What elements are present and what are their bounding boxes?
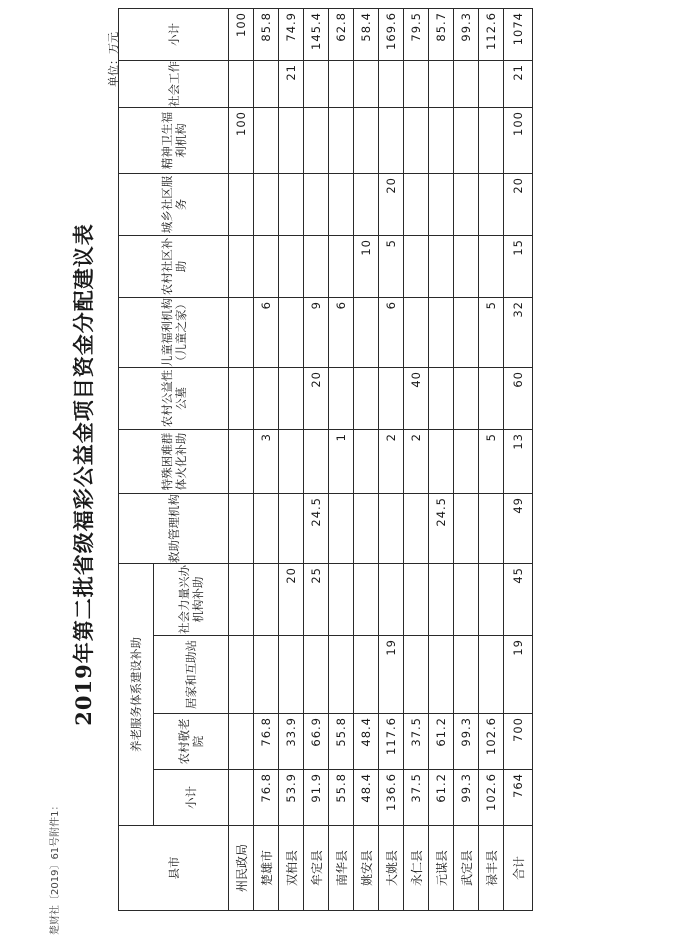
cell-elderly-subtotal: 53.9 [279,770,304,826]
cell-rural-nursing: 37.5 [404,714,429,770]
cell-social-forces: 25 [304,564,329,636]
header-elderly-group: 养老服务体系建设补助 [119,564,154,826]
cell-total: 62.8 [329,9,354,61]
cell-rural-community: 15 [504,236,533,298]
cell-mental-health [429,108,454,174]
cell-home-mutual [254,636,279,714]
cell-rural-nursing: 33.9 [279,714,304,770]
cell-child-welfare: 6 [379,298,404,368]
cell-elderly-subtotal: 37.5 [404,770,429,826]
header-elderly-subtotal: 小计 [154,770,229,826]
cell-urban-rural-service: 20 [504,174,533,236]
cell-rescue-mgmt [379,494,404,564]
cell-rural-cemetery [454,368,479,430]
cell-social-work [454,61,479,108]
cell-home-mutual: 19 [379,636,404,714]
header-mental-health: 精神卫生福利机构 [119,108,229,174]
cell-child-welfare [279,298,304,368]
table-row [454,9,479,911]
cell-social-work [429,61,454,108]
cell-total: 74.9 [279,9,304,61]
header-rural-community: 农村社区补助 [119,236,229,298]
cell-child-welfare: 32 [504,298,533,368]
cell-elderly-subtotal [229,770,254,826]
cell-total: 85.7 [429,9,454,61]
cell-mental-health [354,108,379,174]
cell-rural-cemetery [354,368,379,430]
cell-urban-rural-service [329,174,354,236]
cell-rural-nursing: 700 [504,714,533,770]
cell-county: 永仁县 [404,826,429,911]
cell-rural-community: 10 [354,236,379,298]
cell-rural-nursing [229,714,254,770]
cell-rural-community: 5 [379,236,404,298]
cell-elderly-subtotal: 48.4 [354,770,379,826]
cell-mental-health [379,108,404,174]
cell-rescue-mgmt: 49 [504,494,533,564]
header-total: 小计 [119,9,229,61]
cell-social-work [254,61,279,108]
cell-elderly-subtotal: 102.6 [479,770,504,826]
cell-social-work [329,61,354,108]
cell-rural-cemetery [379,368,404,430]
cell-mental-health: 100 [504,108,533,174]
cell-home-mutual [229,636,254,714]
cell-total: 58.4 [354,9,379,61]
allocation-table [118,8,533,911]
cell-rural-cemetery: 40 [404,368,429,430]
cell-child-welfare [429,298,454,368]
cell-social-forces: 45 [504,564,533,636]
cell-rural-nursing: 48.4 [354,714,379,770]
cell-home-mutual [454,636,479,714]
cell-child-welfare: 5 [479,298,504,368]
table-row [254,9,279,911]
cell-mental-health: 100 [229,108,254,174]
cell-urban-rural-service [254,174,279,236]
cell-social-work [229,61,254,108]
cell-social-forces [404,564,429,636]
cell-total: 112.6 [479,9,504,61]
cell-rural-cemetery [254,368,279,430]
cell-home-mutual [404,636,429,714]
cell-urban-rural-service [354,174,379,236]
header-rural-nursing: 农村敬老院 [154,714,229,770]
cell-urban-rural-service: 20 [379,174,404,236]
cell-total: 79.5 [404,9,429,61]
cell-child-welfare [454,298,479,368]
cell-social-work [404,61,429,108]
cell-rural-nursing: 102.6 [479,714,504,770]
header-county: 县市 [119,826,229,911]
cell-rural-community [329,236,354,298]
cell-total: 99.3 [454,9,479,61]
cell-rescue-mgmt [329,494,354,564]
header-social-work: 社会工作 [119,61,229,108]
cell-county: 牟定县 [304,826,329,911]
cell-social-forces [229,564,254,636]
cell-special-needy: 13 [504,430,533,494]
cell-mental-health [304,108,329,174]
cell-elderly-subtotal: 764 [504,770,533,826]
cell-urban-rural-service [279,174,304,236]
cell-special-needy: 2 [379,430,404,494]
cell-rural-community [479,236,504,298]
cell-social-work: 21 [504,61,533,108]
cell-rural-nursing: 66.9 [304,714,329,770]
cell-rural-cemetery [329,368,354,430]
cell-rural-nursing: 55.8 [329,714,354,770]
cell-rural-community [229,236,254,298]
cell-special-needy [279,430,304,494]
cell-special-needy [304,430,329,494]
cell-home-mutual [354,636,379,714]
cell-home-mutual: 19 [504,636,533,714]
cell-child-welfare [354,298,379,368]
table-row [354,9,379,911]
table-row [379,9,404,911]
cell-rural-cemetery: 20 [304,368,329,430]
cell-social-work: 21 [279,61,304,108]
cell-elderly-subtotal: 91.9 [304,770,329,826]
cell-total: 145.4 [304,9,329,61]
cell-home-mutual [479,636,504,714]
cell-total: 169.6 [379,9,404,61]
cell-rescue-mgmt [454,494,479,564]
cell-rural-cemetery [479,368,504,430]
cell-county: 姚安县 [354,826,379,911]
cell-county: 楚雄市 [254,826,279,911]
cell-social-forces: 20 [279,564,304,636]
header-urban-rural-service: 城乡社区服务 [119,174,229,236]
cell-rural-community [429,236,454,298]
cell-social-forces [429,564,454,636]
cell-rural-nursing: 76.8 [254,714,279,770]
cell-special-needy: 2 [404,430,429,494]
cell-social-forces [454,564,479,636]
cell-special-needy [454,430,479,494]
cell-county: 元谋县 [429,826,454,911]
cell-elderly-subtotal: 76.8 [254,770,279,826]
cell-county: 武定县 [454,826,479,911]
cell-rural-cemetery [279,368,304,430]
cell-special-needy: 5 [479,430,504,494]
cell-mental-health [404,108,429,174]
cell-social-forces [254,564,279,636]
cell-rescue-mgmt [354,494,379,564]
total-row [504,9,533,911]
cell-child-welfare: 9 [304,298,329,368]
cell-social-forces [379,564,404,636]
table-row [479,9,504,911]
cell-county: 大姚县 [379,826,404,911]
cell-rural-cemetery [429,368,454,430]
cell-rural-community [279,236,304,298]
cell-social-forces [329,564,354,636]
cell-county: 双柏县 [279,826,304,911]
cell-social-work [354,61,379,108]
cell-child-welfare: 6 [254,298,279,368]
cell-social-forces [354,564,379,636]
header-home-mutual: 居家和互助站 [154,636,229,714]
table-row [404,9,429,911]
cell-home-mutual [329,636,354,714]
header-social-forces: 社会力量兴办机构补助 [154,564,229,636]
table-row [304,9,329,911]
cell-urban-rural-service [304,174,329,236]
cell-total: 100 [229,9,254,61]
table-row [429,9,454,911]
cell-rescue-mgmt [279,494,304,564]
cell-mental-health [454,108,479,174]
cell-urban-rural-service [229,174,254,236]
table-row [329,9,354,911]
cell-child-welfare [404,298,429,368]
cell-rescue-mgmt [479,494,504,564]
cell-rural-community [404,236,429,298]
cell-urban-rural-service [454,174,479,236]
cell-mental-health [254,108,279,174]
table-header [119,9,229,911]
cell-rural-cemetery: 60 [504,368,533,430]
cell-mental-health [279,108,304,174]
header-child-welfare: 儿童福利机构（儿童之家） [119,298,229,368]
cell-urban-rural-service [429,174,454,236]
cell-elderly-subtotal: 55.8 [329,770,354,826]
table-row [229,9,254,911]
cell-home-mutual [429,636,454,714]
cell-rural-community [254,236,279,298]
cell-county: 南华县 [329,826,354,911]
cell-special-needy: 3 [254,430,279,494]
cell-social-forces [479,564,504,636]
cell-rural-nursing: 61.2 [429,714,454,770]
cell-social-work [304,61,329,108]
cell-rural-nursing: 99.3 [454,714,479,770]
cell-county: 合计 [504,826,533,911]
cell-total: 1074 [504,9,533,61]
cell-rescue-mgmt: 24.5 [304,494,329,564]
table-row [279,9,304,911]
cell-child-welfare: 6 [329,298,354,368]
cell-rural-cemetery [229,368,254,430]
cell-special-needy: 1 [329,430,354,494]
cell-rural-nursing: 117.6 [379,714,404,770]
document-reference: 楚财社〔2019〕61号附件1： [50,800,61,935]
cell-home-mutual [304,636,329,714]
unit-label: 单位：万元 [107,32,120,87]
header-special-needy: 特殊困难群体火化补助 [119,430,229,494]
cell-total: 85.8 [254,9,279,61]
cell-rescue-mgmt [229,494,254,564]
cell-rescue-mgmt [254,494,279,564]
cell-rescue-mgmt: 24.5 [429,494,454,564]
cell-urban-rural-service [479,174,504,236]
header-rural-cemetery: 农村公益性公墓 [119,368,229,430]
cell-elderly-subtotal: 99.3 [454,770,479,826]
cell-rural-community [304,236,329,298]
cell-county: 禄丰县 [479,826,504,911]
cell-social-work [479,61,504,108]
cell-home-mutual [279,636,304,714]
cell-child-welfare [229,298,254,368]
cell-elderly-subtotal: 136.6 [379,770,404,826]
table-body [229,9,533,911]
cell-mental-health [479,108,504,174]
header-rescue-mgmt: 救助管理机构 [119,494,229,564]
cell-special-needy [354,430,379,494]
cell-county: 州民政局 [229,826,254,911]
cell-mental-health [329,108,354,174]
cell-special-needy [429,430,454,494]
cell-rural-community [454,236,479,298]
cell-urban-rural-service [404,174,429,236]
cell-rescue-mgmt [404,494,429,564]
page-title: 2019年第二批省级福彩公益金项目资金分配建议表 [71,223,96,726]
cell-elderly-subtotal: 61.2 [429,770,454,826]
cell-social-work [379,61,404,108]
cell-special-needy [229,430,254,494]
